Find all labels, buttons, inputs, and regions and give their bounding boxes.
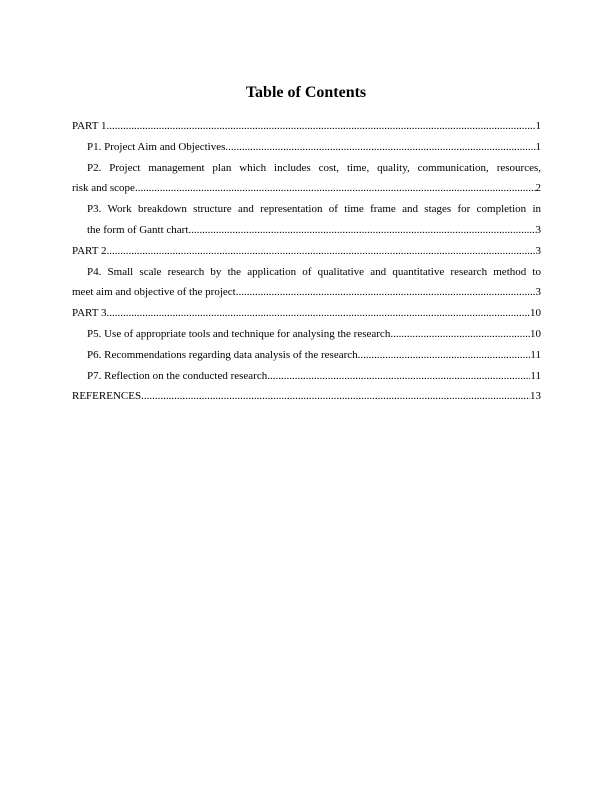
toc-entry-label-line1: P4. Small scale research by the application of qualitative and quantitative research method to [87,265,541,278]
toc-entry-label: P6. Recommendations regarding data analysis of the research [87,348,358,361]
toc-entry-p2[interactable] [72,158,541,200]
toc-page-number: 11 [530,348,541,361]
toc-page-number: 3 [535,244,541,257]
toc-entry-p4[interactable] [72,262,541,304]
toc-entry-label-line1: P3. Work breakdown structure and representation of time frame and stages for completion in [87,203,541,216]
table-of-contents [72,116,541,407]
toc-entry-p3[interactable] [72,199,541,241]
toc-page-number: 10 [530,307,541,320]
dot-leader [107,241,536,262]
toc-entry-label-line2: the form of Gantt chart [87,223,189,236]
dot-leader [236,282,536,303]
toc-entry-p6[interactable] [72,345,541,366]
toc-page-number: 2 [535,182,541,195]
dot-leader [358,345,531,366]
toc-page-number: 3 [535,286,541,299]
toc-entry-label: PART 1 [72,120,107,132]
toc-entry-label: P5. Use of appropriate tools and technique for analysing the research [87,327,391,340]
toc-entry-label: PART 3 [72,307,107,320]
toc-entry-label: PART 2 [72,244,107,257]
toc-page-number: 1 [535,120,541,132]
toc-entry-label-line2: risk and scope [72,182,135,195]
toc-page-number: 13 [530,390,541,403]
dot-leader [267,366,530,387]
toc-entry-part3[interactable] [72,303,541,324]
dot-leader [107,303,531,324]
toc-entry-references[interactable] [72,386,541,407]
dot-leader [188,220,535,241]
toc-title: Table of Contents [245,84,367,101]
dot-leader [225,137,535,158]
toc-entry-p7[interactable] [72,366,541,387]
dot-leader [135,178,536,199]
toc-entry-p1[interactable] [72,137,541,158]
dot-leader [141,386,530,407]
toc-entry-label: P7. Reflection on the conducted research [87,369,268,382]
toc-entry-part2[interactable] [72,241,541,262]
toc-entry-label: P1. Project Aim and Objectives [87,140,226,153]
toc-entry-part1[interactable] [72,116,541,137]
toc-page-number: 1 [535,140,541,153]
toc-entry-p5[interactable] [72,324,541,345]
toc-page-number: 3 [535,223,541,236]
toc-entry-label-line1: P2. Project management plan which includes cost, time, quality, communication, resources, [87,161,541,174]
dot-leader [107,116,536,137]
toc-entry-label-line2: meet aim and objective of the project [72,286,236,299]
toc-entry-label: REFERENCES [72,390,142,403]
toc-page-number: 11 [530,369,541,382]
toc-page-number: 10 [530,327,541,340]
dot-leader [390,324,530,345]
